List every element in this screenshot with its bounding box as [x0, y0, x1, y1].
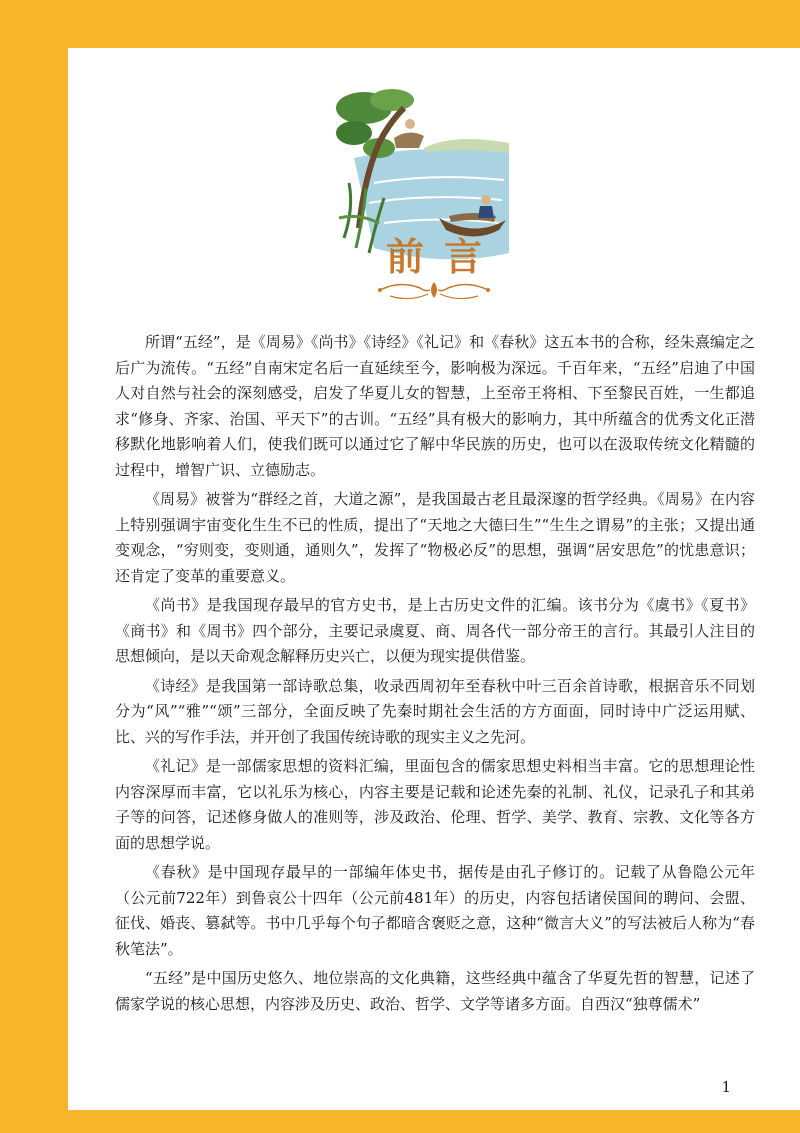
- paragraph-5: 《礼记》是一部儒家思想的资料汇编，里面包含的儒家思想史料相当丰富。它的思想理论性内容深厚而丰富，它以礼乐为核心，内容主要是记载和论述先秦的礼制、礼仪，记录孔子和其弟子等的问答，记述修身做人的准则等，涉及政治、伦理、哲学、美学、教育、宗教、文化等各方面的思想学说。: [115, 757, 755, 852]
- paragraph-4: 《诗经》是我国第一部诗歌总集，收录西周初年至春秋中叶三百余首诗歌，根据音乐不同划分为“风”“雅”“颂”三部分，全面反映了先秦时期社会生活的方方面面，同时诗中广泛运用赋、比、兴的写作手法，并开创了我国传统诗歌的现实主义之先河。: [115, 676, 755, 746]
- page-title: 前言: [385, 235, 502, 279]
- page-number: 1: [721, 1078, 731, 1096]
- page-sheet: [68, 48, 800, 1110]
- paragraph-1: 所谓“五经”，是《周易》《尚书》《诗经》《礼记》和《春秋》这五本书的合称，经朱熹编定之后广为流传。“五经”自南宋定名后一直延续至今，影响极为深远。千百年来，“五经”启迪了中国人对自然与社会的深刻感受，启发了华夏儿女的智慧，上至帝王将相、下至黎民百姓，一生都追求“修身、齐家、治国、平天下”的古训。“五经”具有极大的影响力，其中所蕴含的优秀文化正潜移默化地影响着人们，使我们既可以通过它了解中华民族的历史，也可以在汲取传统文化精髓的过程中，增智广识、立德励志。: [115, 333, 755, 479]
- paragraph-7: “五经”是中国历史悠久、地位崇高的文化典籍，这些经典中蕴含了华夏先哲的智慧，记述了儒家学说的核心思想，内容涉及历史、政治、哲学、文学等诸多方面。自西汉“独尊儒术”: [115, 969, 755, 1013]
- preface-body: [115, 330, 755, 1021]
- paragraph-2: 《周易》被誉为“群经之首，大道之源”，是我国最古老且最深邃的哲学经典。《周易》在内容上特别强调宇宙变化生生不已的性质，提出了“天地之大德曰生”“生生之谓易”的主张；又提出通变观念，“穷则变，变则通，通则久”，发挥了“物极必反”的思想，强调“居安思危”的忧患意识；还肯定了变革的重要意义。: [115, 490, 755, 585]
- decorative-flourish-icon: [370, 276, 498, 306]
- paragraph-3: 《尚书》是我国现存最早的官方史书，是上古历史文件的汇编。该书分为《虞书》《夏书》《商书》和《周书》四个部分，主要记录虞夏、商、周各代一部分帝王的言行。其最引人注目的思想倾向，是以天命观念解释历史兴亡，以便为现实提供借鉴。: [115, 596, 755, 665]
- paragraph-6: 《春秋》是中国现存最早的一部编年体史书，据传是由孔子修订的。记载了从鲁隐公元年（公元前722年）到鲁哀公十四年（公元前481年）的历史，内容包括诸侯国间的聘问、会盟、征伐、婚丧、篡弑等。书中几乎每个句子都暗含褒贬之意，这种“微言大义”的写法被后人称为“春秋笔法”。: [115, 863, 755, 958]
